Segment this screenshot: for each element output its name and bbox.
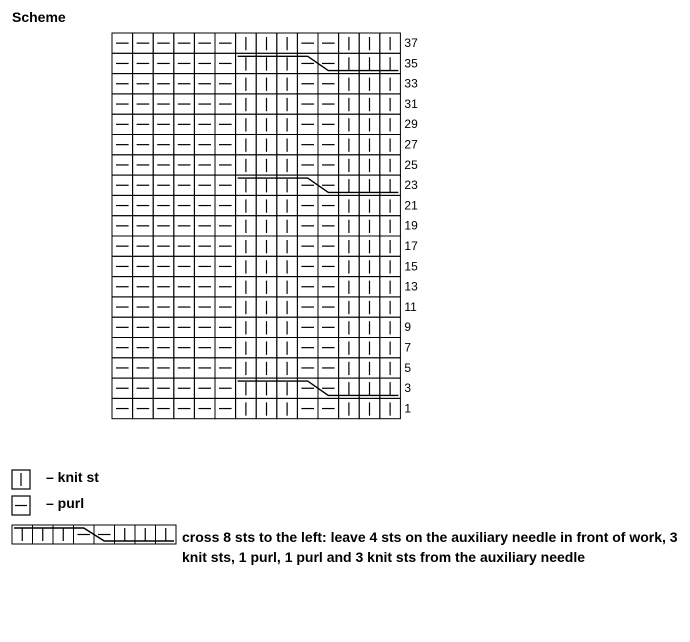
- row-label: 3: [404, 381, 412, 396]
- row-label: 27: [404, 137, 418, 152]
- row-label: 11: [404, 299, 417, 314]
- legend-purl-label: – purl: [46, 495, 85, 511]
- row-label: 7: [404, 340, 412, 355]
- legend-knit-label: – knit st: [46, 469, 99, 485]
- row-label: 19: [404, 218, 418, 233]
- row-label: 13: [404, 279, 418, 294]
- row-label: 31: [404, 96, 418, 111]
- row-label: 1: [404, 401, 412, 416]
- page-title: Scheme: [12, 9, 66, 25]
- row-label: 21: [404, 198, 418, 213]
- row-label: 15: [404, 259, 418, 274]
- row-label: 35: [404, 56, 418, 71]
- row-label: 25: [404, 157, 418, 172]
- row-label: 9: [404, 320, 412, 335]
- row-label: 37: [404, 36, 418, 50]
- legend-cable-description: cross 8 sts to the left: leave 4 sts on the auxiliary needle in front of work, 3 knit sts, 1 purl, 1 purl and 3 knit sts from the auxiliary needle: [182, 529, 678, 565]
- row-label: 17: [404, 239, 418, 253]
- row-label: 23: [404, 178, 418, 193]
- row-label: 5: [404, 360, 412, 375]
- row-label: 29: [404, 117, 418, 132]
- row-label: 33: [404, 76, 418, 91]
